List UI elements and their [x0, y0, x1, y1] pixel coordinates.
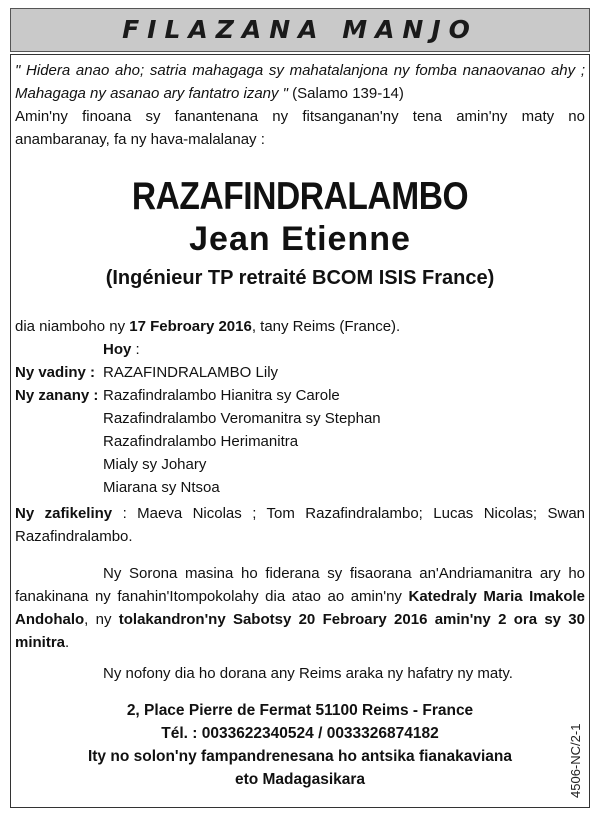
- funeral-time: tolakandron'ny Sabotsy 20 Febroary 2016 amin'ny 2 ora sy 30 minitra: [15, 611, 585, 651]
- footer-address: 2, Place Pierre de Fermat 51100 Reims - France: [126, 702, 474, 719]
- funeral-place: Katedraly Maria Imakole Andohalo: [15, 588, 585, 628]
- child-name: Miarana sy Ntsoa: [103, 479, 220, 496]
- death-line: [15, 315, 585, 338]
- spouse-name: RAZAFINDRALAMBO Lily: [103, 364, 279, 381]
- death-pre: dia niamboho ny: [15, 318, 130, 335]
- child-name: Razafindralambo Herimanitra: [103, 433, 299, 450]
- deceased-title: (Ingénieur TP retraité BCOM ISIS France): [105, 267, 495, 289]
- obituary-page: [10, 8, 590, 808]
- quote-text: " Hidera anao aho; satria mahagaga sy mahatalanjona ny fomba nanaovanao ahy ; Mahagaga ny asanao ary fantatro izany ": [15, 62, 585, 102]
- spouse-row: [15, 361, 585, 384]
- funeral-pre: Ny Sorona masina ho fiderana sy fisaorana an'Andriamanitra ary ho fanakinana ny fanahin'Itompokolahy dia atao ao amin'ny: [15, 565, 585, 605]
- cremation-note: Ny nofony dia ho dorana any Reims araka ny hafatry ny maty.: [103, 665, 513, 682]
- footer-notice-1: Ity no solon'ny fampandrenesana ho antsika fianakaviana: [87, 748, 513, 765]
- hoy-line: [15, 338, 585, 361]
- footer-phone: Tél. : 0033622340524 / 0033326874182: [161, 725, 439, 742]
- grandchildren-names: : Maeva Nicolas ; Tom Razafindralambo; Lucas Nicolas; Swan Razafindralambo.: [15, 505, 586, 545]
- header-title: FILAZANA MANJO: [122, 15, 478, 44]
- footer-block: [15, 699, 585, 791]
- death-date: 17 Febroary 2016: [129, 318, 252, 335]
- header-banner: [10, 8, 590, 52]
- deceased-surname: RAZAFINDRALAMBO: [131, 175, 469, 218]
- grandchildren-line: [15, 502, 585, 548]
- children-row: [15, 384, 585, 407]
- hoy-colon: :: [131, 341, 140, 358]
- funeral-end: .: [65, 634, 70, 651]
- quote-reference: (Salamo 139-14): [292, 85, 404, 102]
- hoy-label: Hoy: [103, 341, 132, 358]
- notice-content: [15, 59, 585, 791]
- child-name: Razafindralambo Hianitra sy Carole: [103, 387, 340, 404]
- death-place: , tany Reims (France).: [251, 318, 401, 335]
- child-name: Razafindralambo Veromanitra sy Stephan: [103, 410, 381, 427]
- funeral-paragraph: [15, 562, 585, 654]
- children-label: Ny zanany :: [15, 387, 99, 404]
- deceased-given-name: Jean Etienne: [189, 220, 411, 258]
- spouse-label: Ny vadiny :: [15, 364, 96, 381]
- child-name: Mialy sy Johary: [103, 456, 207, 473]
- reference-code: 4506-NC/2-1: [568, 723, 583, 798]
- footer-notice-2: eto Madagasikara: [234, 771, 366, 788]
- intro-text: Amin'ny finoana sy fanantenana ny fitsanganan'ny tena amin'ny maty no anambaranay, fa ny hava-malalanay :: [15, 108, 585, 148]
- bible-quote: [15, 59, 585, 105]
- funeral-mid: , ny: [84, 611, 119, 628]
- notice-box: [10, 54, 590, 808]
- grandchildren-label: Ny zafikeliny: [15, 505, 113, 522]
